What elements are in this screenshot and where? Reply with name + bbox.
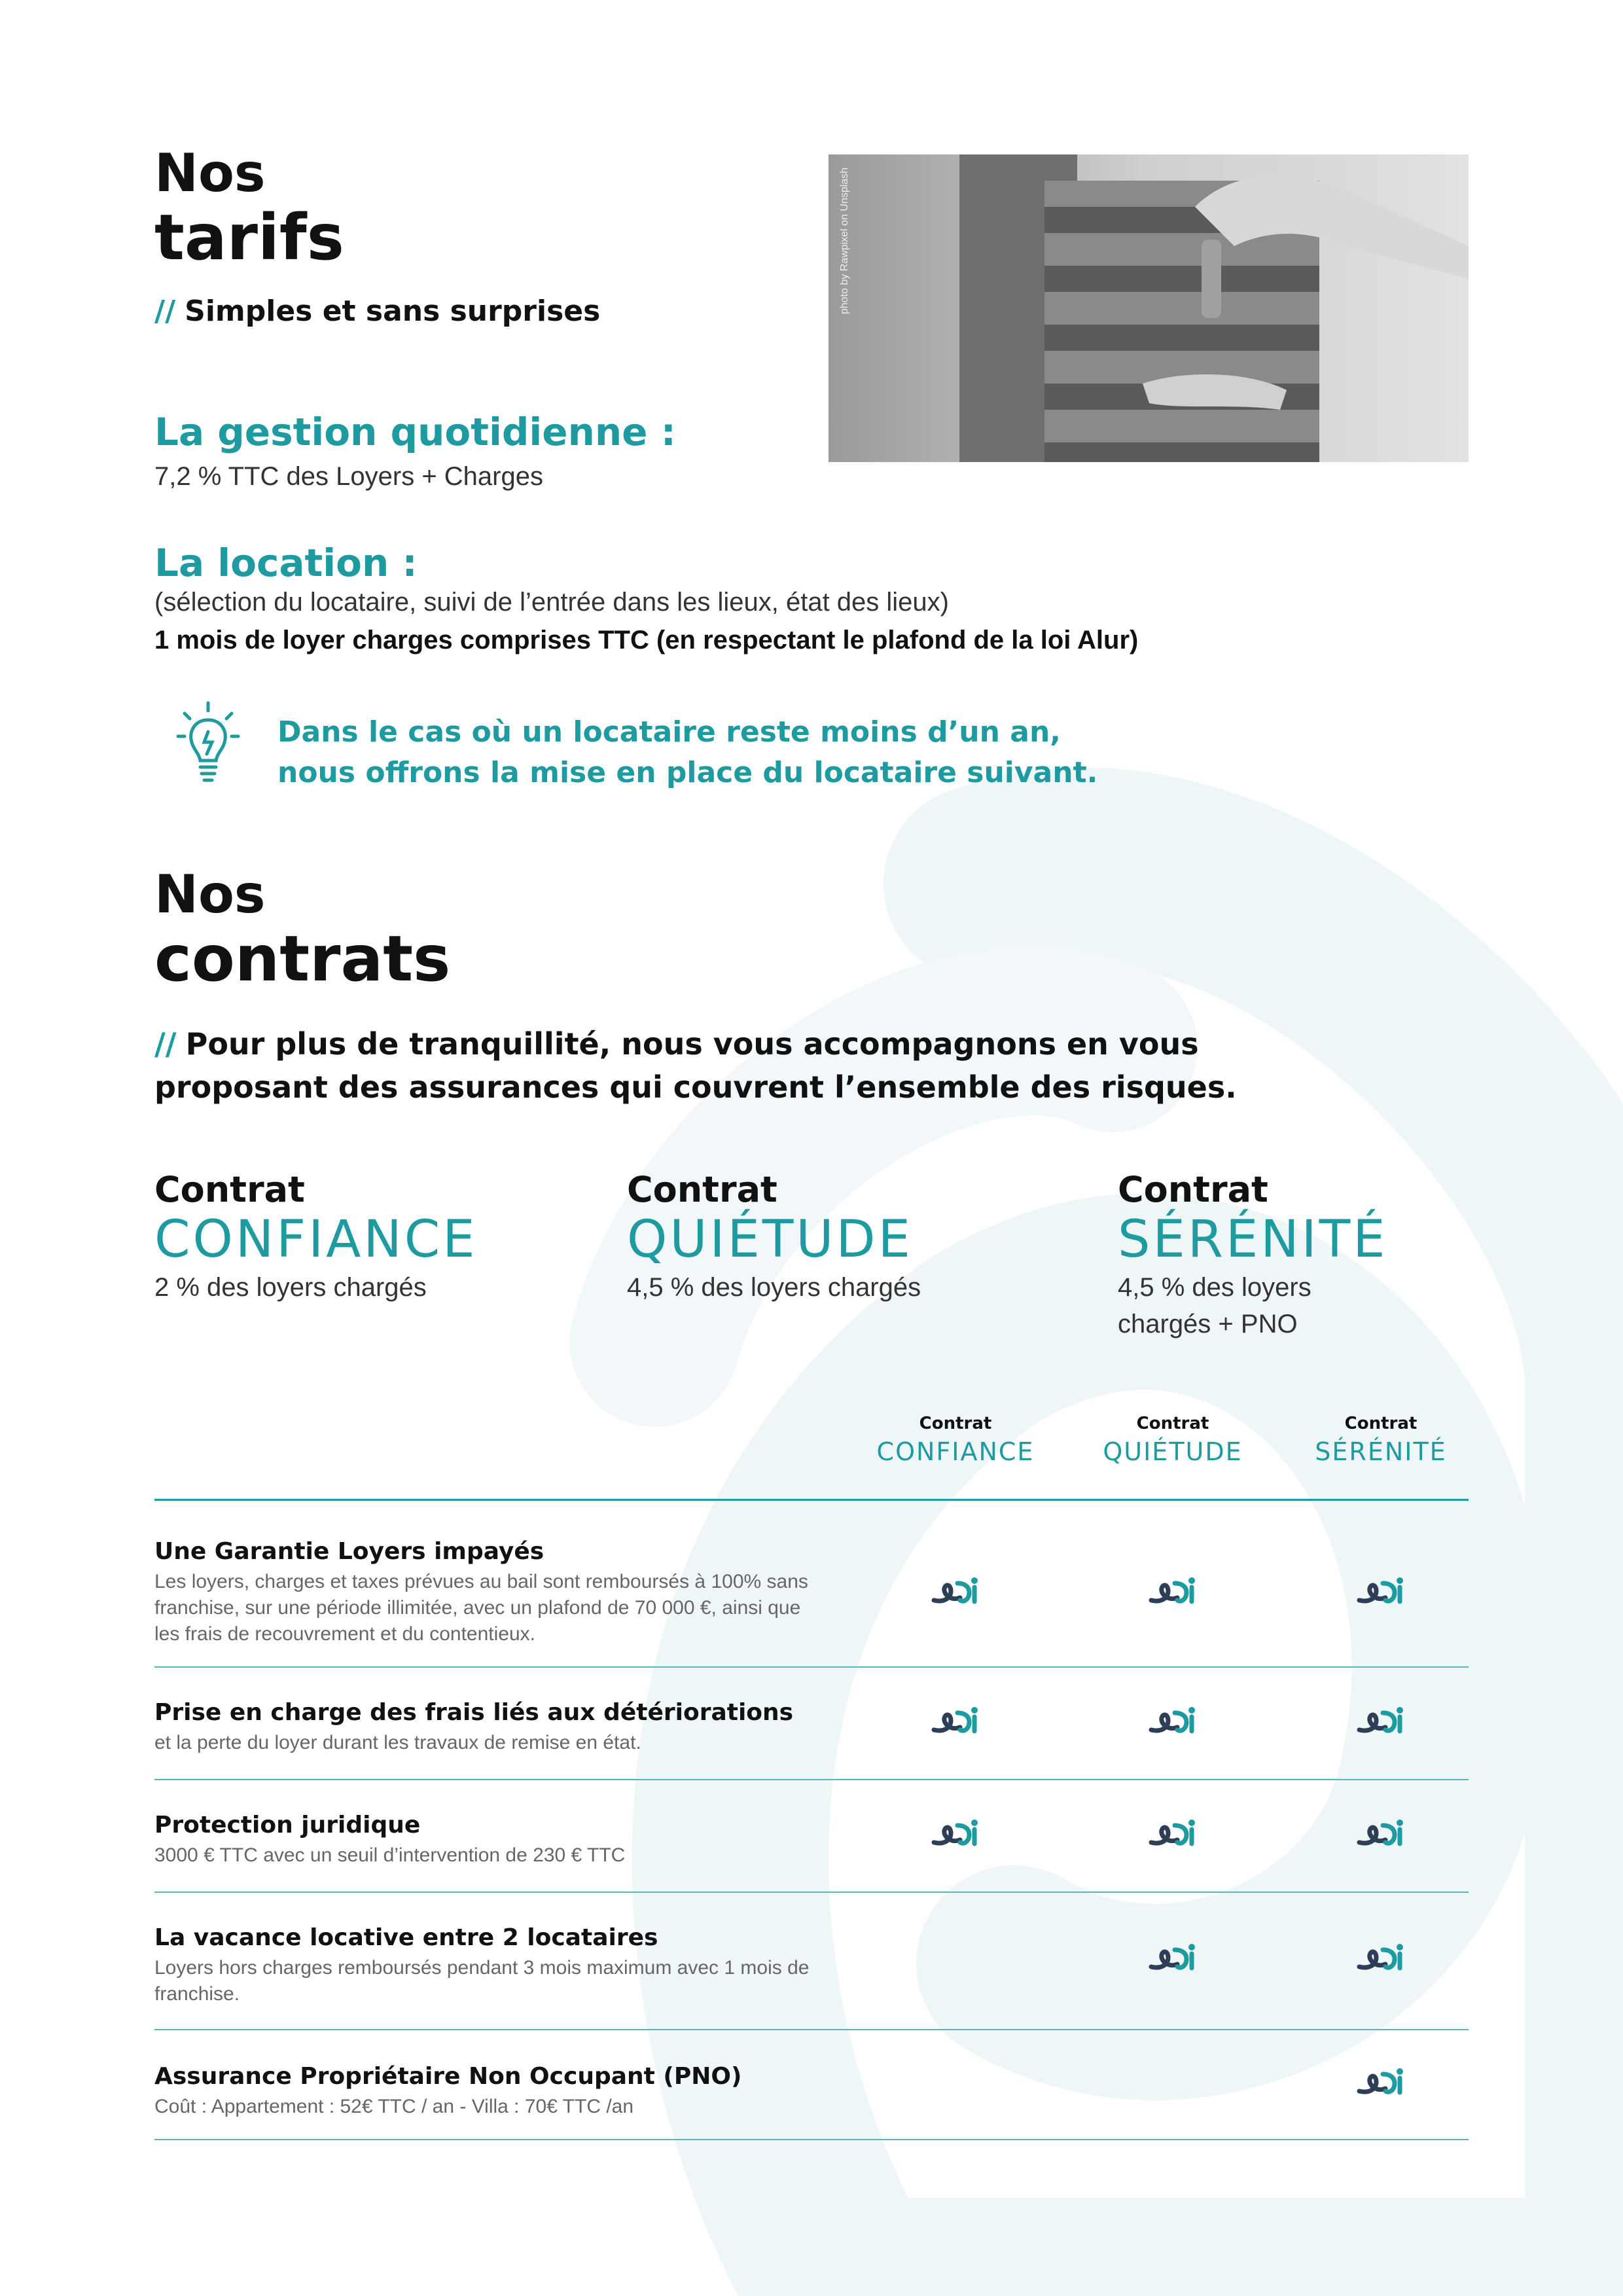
row-desc: 3000 € TTC avec un seuil d’intervention de 230 € TTC [154,1844,626,1866]
column-label: Contrat [1344,1414,1418,1433]
brand-checkmark-icon [931,1574,980,1607]
brand-checkmark-icon [1357,1941,1405,1973]
tip-line2: nous offrons la mise en place du locataire suivant. [277,756,1098,789]
contract-card-serenite [1118,1169,1388,1342]
contrats-tagline-line2: proposant des assurances qui couvrent l’ensemble des risques. [154,1069,1237,1105]
row-desc: Loyers hors charges remboursés pendant 3 mois maximum avec 1 mois de franchise. [154,1957,810,2005]
column-label: Contrat [919,1414,992,1433]
column-name: CONFIANCE [876,1437,1035,1466]
row-divider [154,1666,1469,1668]
brand-checkmark-icon [1149,1704,1197,1736]
tarifs-tagline [154,295,600,328]
photo-credit: photo by Rawpixel on Unsplash [839,168,850,315]
gestion-text: 7,2 % TTC des Loyers + Charges [154,462,543,491]
contract-card-quietude [627,1169,1046,1306]
contrats-tagline [154,1022,1237,1109]
tip-text [277,712,1097,793]
brand-checkmark-icon [1149,1941,1197,1973]
column-header-confiance [857,1414,1054,1466]
column-label: Contrat [1136,1414,1209,1433]
contract-card-confiance [154,1169,573,1306]
table-row [154,1538,822,1647]
brand-checkmark-icon [1357,1816,1405,1849]
keys-handover-photo [829,154,1469,462]
contract-name: QUIÉTUDE [627,1210,913,1269]
location-bold-text: 1 mois de loyer charges comprises TTC (en respectant le plafond de la loi Alur) [154,626,1139,655]
row-title: Prise en charge des frais liés aux détériorations [154,1699,794,1726]
table-row [154,1924,822,2007]
row-desc: Les loyers, charges et taxes prévues au bail sont remboursés à 100% sans franchise, sur une période illimitée, avec un plafond de 70 000 €, ainsi que les frais de recouvrement et du contentieux. [154,1571,808,1645]
table-row [154,2063,848,2120]
slash-mark: // [154,1026,177,1062]
column-header-serenite [1283,1414,1479,1466]
photo-illustration [829,154,1469,462]
lightbulb-icon [175,700,241,792]
brand-checkmark-icon [931,1816,980,1849]
table-header-rule [154,1499,1469,1501]
tarifs-title-line1: Nos [154,143,266,204]
contract-label: Contrat [627,1169,777,1210]
table-row [154,1699,822,1756]
contrats-tagline-line1: Pour plus de tranquillité, nous vous accompagnons en vous [185,1026,1199,1062]
brand-checkmark-icon [1357,1704,1405,1736]
contract-name: SÉRÉNITÉ [1118,1210,1388,1269]
row-desc: et la perte du loyer durant les travaux de remise en état. [154,1732,641,1753]
tarifs-title-line2: tarifs [154,201,344,274]
brand-checkmark-icon [1357,2065,1405,2098]
location-text: (sélection du locataire, suivi de l’entrée dans les lieux, état des lieux) [154,588,949,617]
row-title: Une Garantie Loyers impayés [154,1538,544,1565]
contract-name: CONFIANCE [154,1210,478,1269]
row-title: Assurance Propriétaire Non Occupant (PNO) [154,2063,742,2090]
tip-line1: Dans le cas où un locataire reste moins d’un an, [277,715,1061,749]
contrats-title-line2: contrats [154,922,451,996]
contract-desc: 2 % des loyers chargés [154,1273,427,1302]
contract-desc: 4,5 % des loyers chargés [627,1273,921,1302]
row-divider [154,1779,1469,1780]
column-header-quietude [1075,1414,1271,1466]
row-divider [154,2139,1469,2140]
row-divider [154,2029,1469,2030]
brand-checkmark-icon [1149,1574,1197,1607]
brand-checkmark-icon [1149,1816,1197,1849]
column-name: SÉRÉNITÉ [1315,1437,1447,1466]
contrats-title-line1: Nos [154,864,266,925]
row-title: La vacance locative entre 2 locataires [154,1924,658,1951]
row-divider [154,1892,1469,1893]
row-title: Protection juridique [154,1812,421,1839]
contract-label: Contrat [154,1169,305,1210]
table-row [154,1812,822,1869]
location-title: La location : [154,541,418,585]
brand-checkmark-icon [1357,1574,1405,1607]
column-name: QUIÉTUDE [1103,1437,1243,1466]
gestion-title: La gestion quotidienne : [154,410,676,454]
contract-label: Contrat [1118,1169,1268,1210]
row-desc: Coût : Appartement : 52€ TTC / an - Villa : 70€ TTC /an [154,2096,634,2117]
tarifs-tagline-text: Simples et sans surprises [185,295,601,328]
contract-desc: 4,5 % des loyers chargés + PNO [1118,1273,1311,1338]
brand-checkmark-icon [931,1704,980,1736]
slash-mark: // [154,295,176,328]
